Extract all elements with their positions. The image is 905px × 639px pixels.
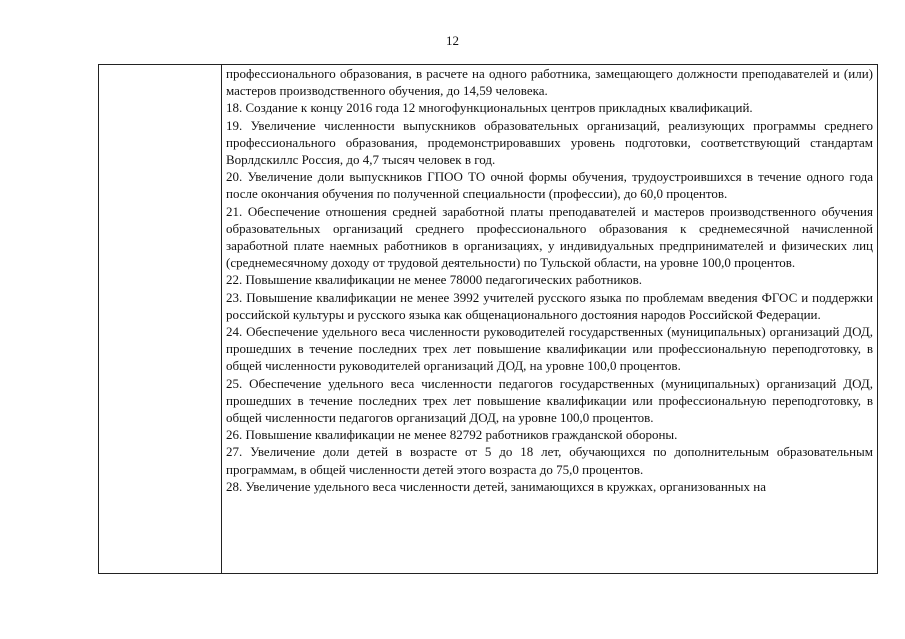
paragraph-item-22: 22. Повышение квалификации не менее 78000 педагогических работников. xyxy=(226,272,642,288)
document-table xyxy=(98,64,878,574)
table-left-column xyxy=(99,65,222,573)
paragraph-item-21: 21. Обеспечение отношения средней заработной платы преподавателей и мастеров производственного обучения образовательных организаций среднего профессионального образования к среднемесячной начисленной заработной плате наемных работников в организациях, у индивидуальных предпринимателей и физических лиц (среднемесячному доходу от трудовой деятельности) по Тульской области, на уровне 100,0 процентов. xyxy=(226,203,873,271)
paragraph-item-19: 19. Увеличение численности выпускников образовательных организаций, реализующих программы среднего профессионального образования, продемонстрировавших уровень подготовки, соответствующий стандартам Ворлдскиллс Россия, до 4,7 тысяч человек в год. xyxy=(226,117,873,168)
page-number: 12 xyxy=(446,33,459,48)
paragraph-item-20: 20. Увеличение доли выпускников ГПОО ТО очной формы обучения, трудоустроившихся в течение одного года после окончания обучения по полученной специальности (профессии), до 60,0 процентов. xyxy=(226,169,873,202)
paragraph-item-24: 24. Обеспечение удельного веса численности руководителей государственных (муниципальных) организаций ДОД, прошедших в течение последних трех лет повышение квалификации или профессиональную переподготовку, в общей численности руководителей организаций ДОД, на уровне 100,0 процентов. xyxy=(226,324,873,374)
paragraph-item-23: 23. Повышение квалификации не менее 3992 учителей русского языка по проблемам введения ФГОС и поддержки российской культуры и русского языка как общенационального достояния народов Российской Федерации. xyxy=(226,289,873,322)
table-right-column xyxy=(222,65,877,573)
paragraph-item-27: 27. Увеличение доли детей в возрасте от 5 до 18 лет, обучающихся по дополнительным образовательным программам, в общей численности детей этого возраста до 75,0 процентов. xyxy=(226,444,873,477)
paragraph-item-28: 28. Увеличение удельного веса численности детей, занимающихся в кружках, организованных на xyxy=(226,478,766,494)
paragraph-item-26: 26. Повышение квалификации не менее 82792 работников гражданской обороны. xyxy=(226,427,678,443)
paragraph-continuation: профессионального образования, в расчете на одного работника, замещающего должности преподавателей и (или) мастеров производственного обучения, до 14,59 человека. xyxy=(226,66,873,99)
paragraph-item-18: 18. Создание к концу 2016 года 12 многофункциональных центров прикладных квалификаций. xyxy=(226,100,753,116)
paragraph-item-25: 25. Обеспечение удельного веса численности педагогов государственных (муниципальных) организаций ДОД, прошедших в течение последних трех лет повышение квалификации или профессиональную переподготовку, в общей численности педагогов организаций ДОД, на уровне 100,0 процентов. xyxy=(226,375,873,426)
